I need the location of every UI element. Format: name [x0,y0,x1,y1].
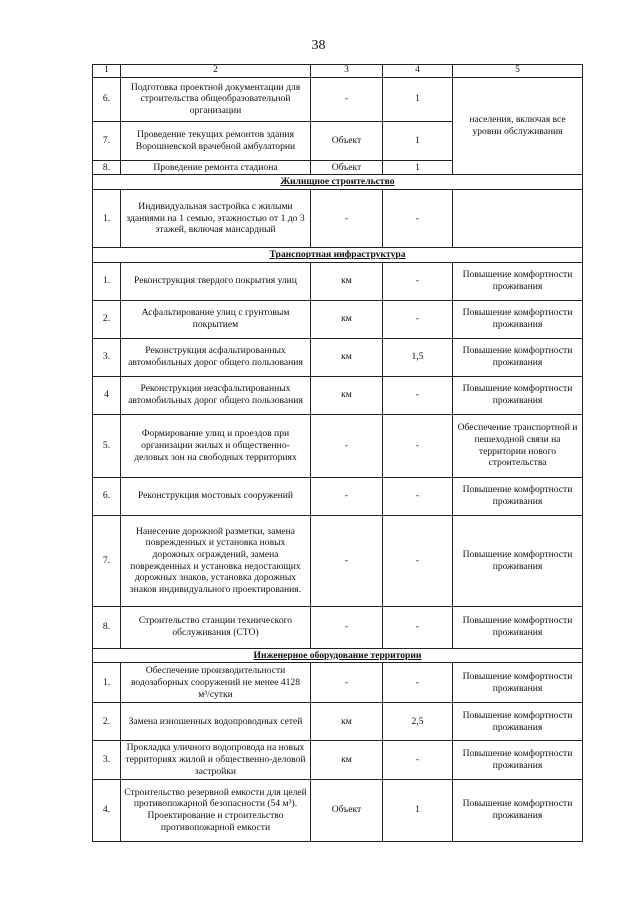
table-row [93,189,583,247]
table-row [93,779,583,841]
effect-cell: населения, включая все уровни обслуживания [453,77,583,175]
section-title: Транспортная инфраструктура [93,247,583,262]
row-number: 4 [93,376,121,414]
section-header-row [93,648,583,663]
quantity-cell: - [383,741,453,779]
quantity-cell: - [383,262,453,300]
measure-name: Реконструкция мостовых сооружений [121,477,311,515]
page-number: 38 [311,38,326,53]
unit-cell: км [311,262,383,300]
unit-cell: - [311,189,383,247]
header-cell: 3 [311,65,383,78]
measure-name: Строительство резервной емкости для целей противопожарной безопасности (54 м³). Проектирование и строительство противопожарной емкости [121,779,311,841]
effect-cell: Повышение комфортности проживания [453,741,583,779]
table-row [93,606,583,648]
row-number: 8. [93,606,121,648]
measure-name: Реконструкция асфальтированных автомобильных дорог общего пользования [121,338,311,376]
effect-cell: Повышение комфортности проживания [453,300,583,338]
section-title: Жилищное строительство [93,175,583,190]
row-number: 8. [93,160,121,175]
effect-cell: Повышение комфортности проживания [453,606,583,648]
unit-cell: - [311,515,383,606]
unit-cell: - [311,414,383,477]
quantity-cell: - [383,300,453,338]
row-number: 7. [93,121,121,160]
quantity-cell: 1 [383,160,453,175]
measure-name: Замена изношенных водопроводных сетей [121,703,311,741]
measure-name: Обеспечение производительности водозаборных сооружений не менее 4128 м³/сутки [121,663,311,703]
unit-cell: км [311,338,383,376]
unit-cell: км [311,741,383,779]
effect-cell: Повышение комфортности проживания [453,338,583,376]
measure-name: Асфальтирование улиц с грунтовым покрытием [121,300,311,338]
quantity-cell: 1 [383,779,453,841]
measure-name: Строительство станции технического обслуживания (СТО) [121,606,311,648]
row-number: 1. [93,663,121,703]
measure-name: Реконструкция твердого покрытия улиц [121,262,311,300]
measure-name: Нанесение дорожной разметки, замена поврежденных и установка новых дорожных ограждений, замена поврежденных и установка недостающих дорожных знаков, установка дорожных знаков индивидуального проектирования. [121,515,311,606]
quantity-cell: - [383,477,453,515]
quantity-cell: - [383,515,453,606]
effect-cell: Повышение комфортности проживания [453,663,583,703]
effect-cell: Повышение комфортности проживания [453,477,583,515]
table-row [93,663,583,703]
row-number: 7. [93,515,121,606]
row-number: 5. [93,414,121,477]
table-row [93,77,583,121]
measure-name: Прокладка уличного водопровода на новых территориях жилой и общественно-деловой застройки [121,741,311,779]
row-number: 2. [93,300,121,338]
unit-cell: - [311,77,383,121]
effect-cell: Повышение комфортности проживания [453,262,583,300]
quantity-cell: - [383,376,453,414]
row-number: 4. [93,779,121,841]
row-number: 2. [93,703,121,741]
header-row [93,65,583,78]
effect-cell: Повышение комфортности проживания [453,515,583,606]
table-row [93,376,583,414]
quantity-cell: 2,5 [383,703,453,741]
unit-cell: Объект [311,121,383,160]
effect-cell: Повышение комфортности проживания [453,779,583,841]
table-row [93,477,583,515]
table-row [93,262,583,300]
quantity-cell: - [383,606,453,648]
unit-cell: Объект [311,779,383,841]
header-cell: 4 [383,65,453,78]
unit-cell: - [311,606,383,648]
row-number: 1. [93,262,121,300]
header-cell: 1 [93,65,121,78]
measure-name: Подготовка проектной документации для строительства общеобразовательной организации [121,77,311,121]
section-title: Инженерное оборудование территории [93,648,583,663]
row-number: 1. [93,189,121,247]
measure-name: Индивидуальная застройка с жилыми зданиями на 1 семью, этажностью от 1 до 3 этажей, включая мансардный [121,189,311,247]
measures-table [92,64,583,842]
table-row [93,515,583,606]
quantity-cell: 1 [383,121,453,160]
section-header-row [93,175,583,190]
row-number: 3. [93,338,121,376]
quantity-cell: 1 [383,77,453,121]
effect-cell: Повышение комфортности проживания [453,703,583,741]
quantity-cell: 1,5 [383,338,453,376]
table-row [93,741,583,779]
unit-cell: км [311,703,383,741]
quantity-cell: - [383,663,453,703]
header-cell: 5 [453,65,583,78]
measure-name: Формирование улиц и проездов при организации жилых и общественно-деловых зон на свободных территориях [121,414,311,477]
row-number: 6. [93,477,121,515]
quantity-cell: - [383,414,453,477]
row-number: 6. [93,77,121,121]
unit-cell: км [311,376,383,414]
measure-name: Реконструкция неасфальтированных автомобильных дорог общего пользования [121,376,311,414]
table-body [93,65,583,842]
unit-cell: км [311,300,383,338]
unit-cell: - [311,663,383,703]
table-row [93,338,583,376]
row-number: 3. [93,741,121,779]
quantity-cell: - [383,189,453,247]
effect-cell [453,189,583,247]
measure-name: Проведение текущих ремонтов здания Ворошневской врачебной амбулатории [121,121,311,160]
effect-cell: Повышение комфортности проживания [453,376,583,414]
effect-cell: Обеспечение транспортной и пешеходной связи на территории нового строительства [453,414,583,477]
table-row [93,414,583,477]
section-header-row [93,247,583,262]
measure-name: Проведение ремонта стадиона [121,160,311,175]
table-row [93,300,583,338]
header-cell: 2 [121,65,311,78]
unit-cell: Объект [311,160,383,175]
table-row [93,703,583,741]
unit-cell: - [311,477,383,515]
